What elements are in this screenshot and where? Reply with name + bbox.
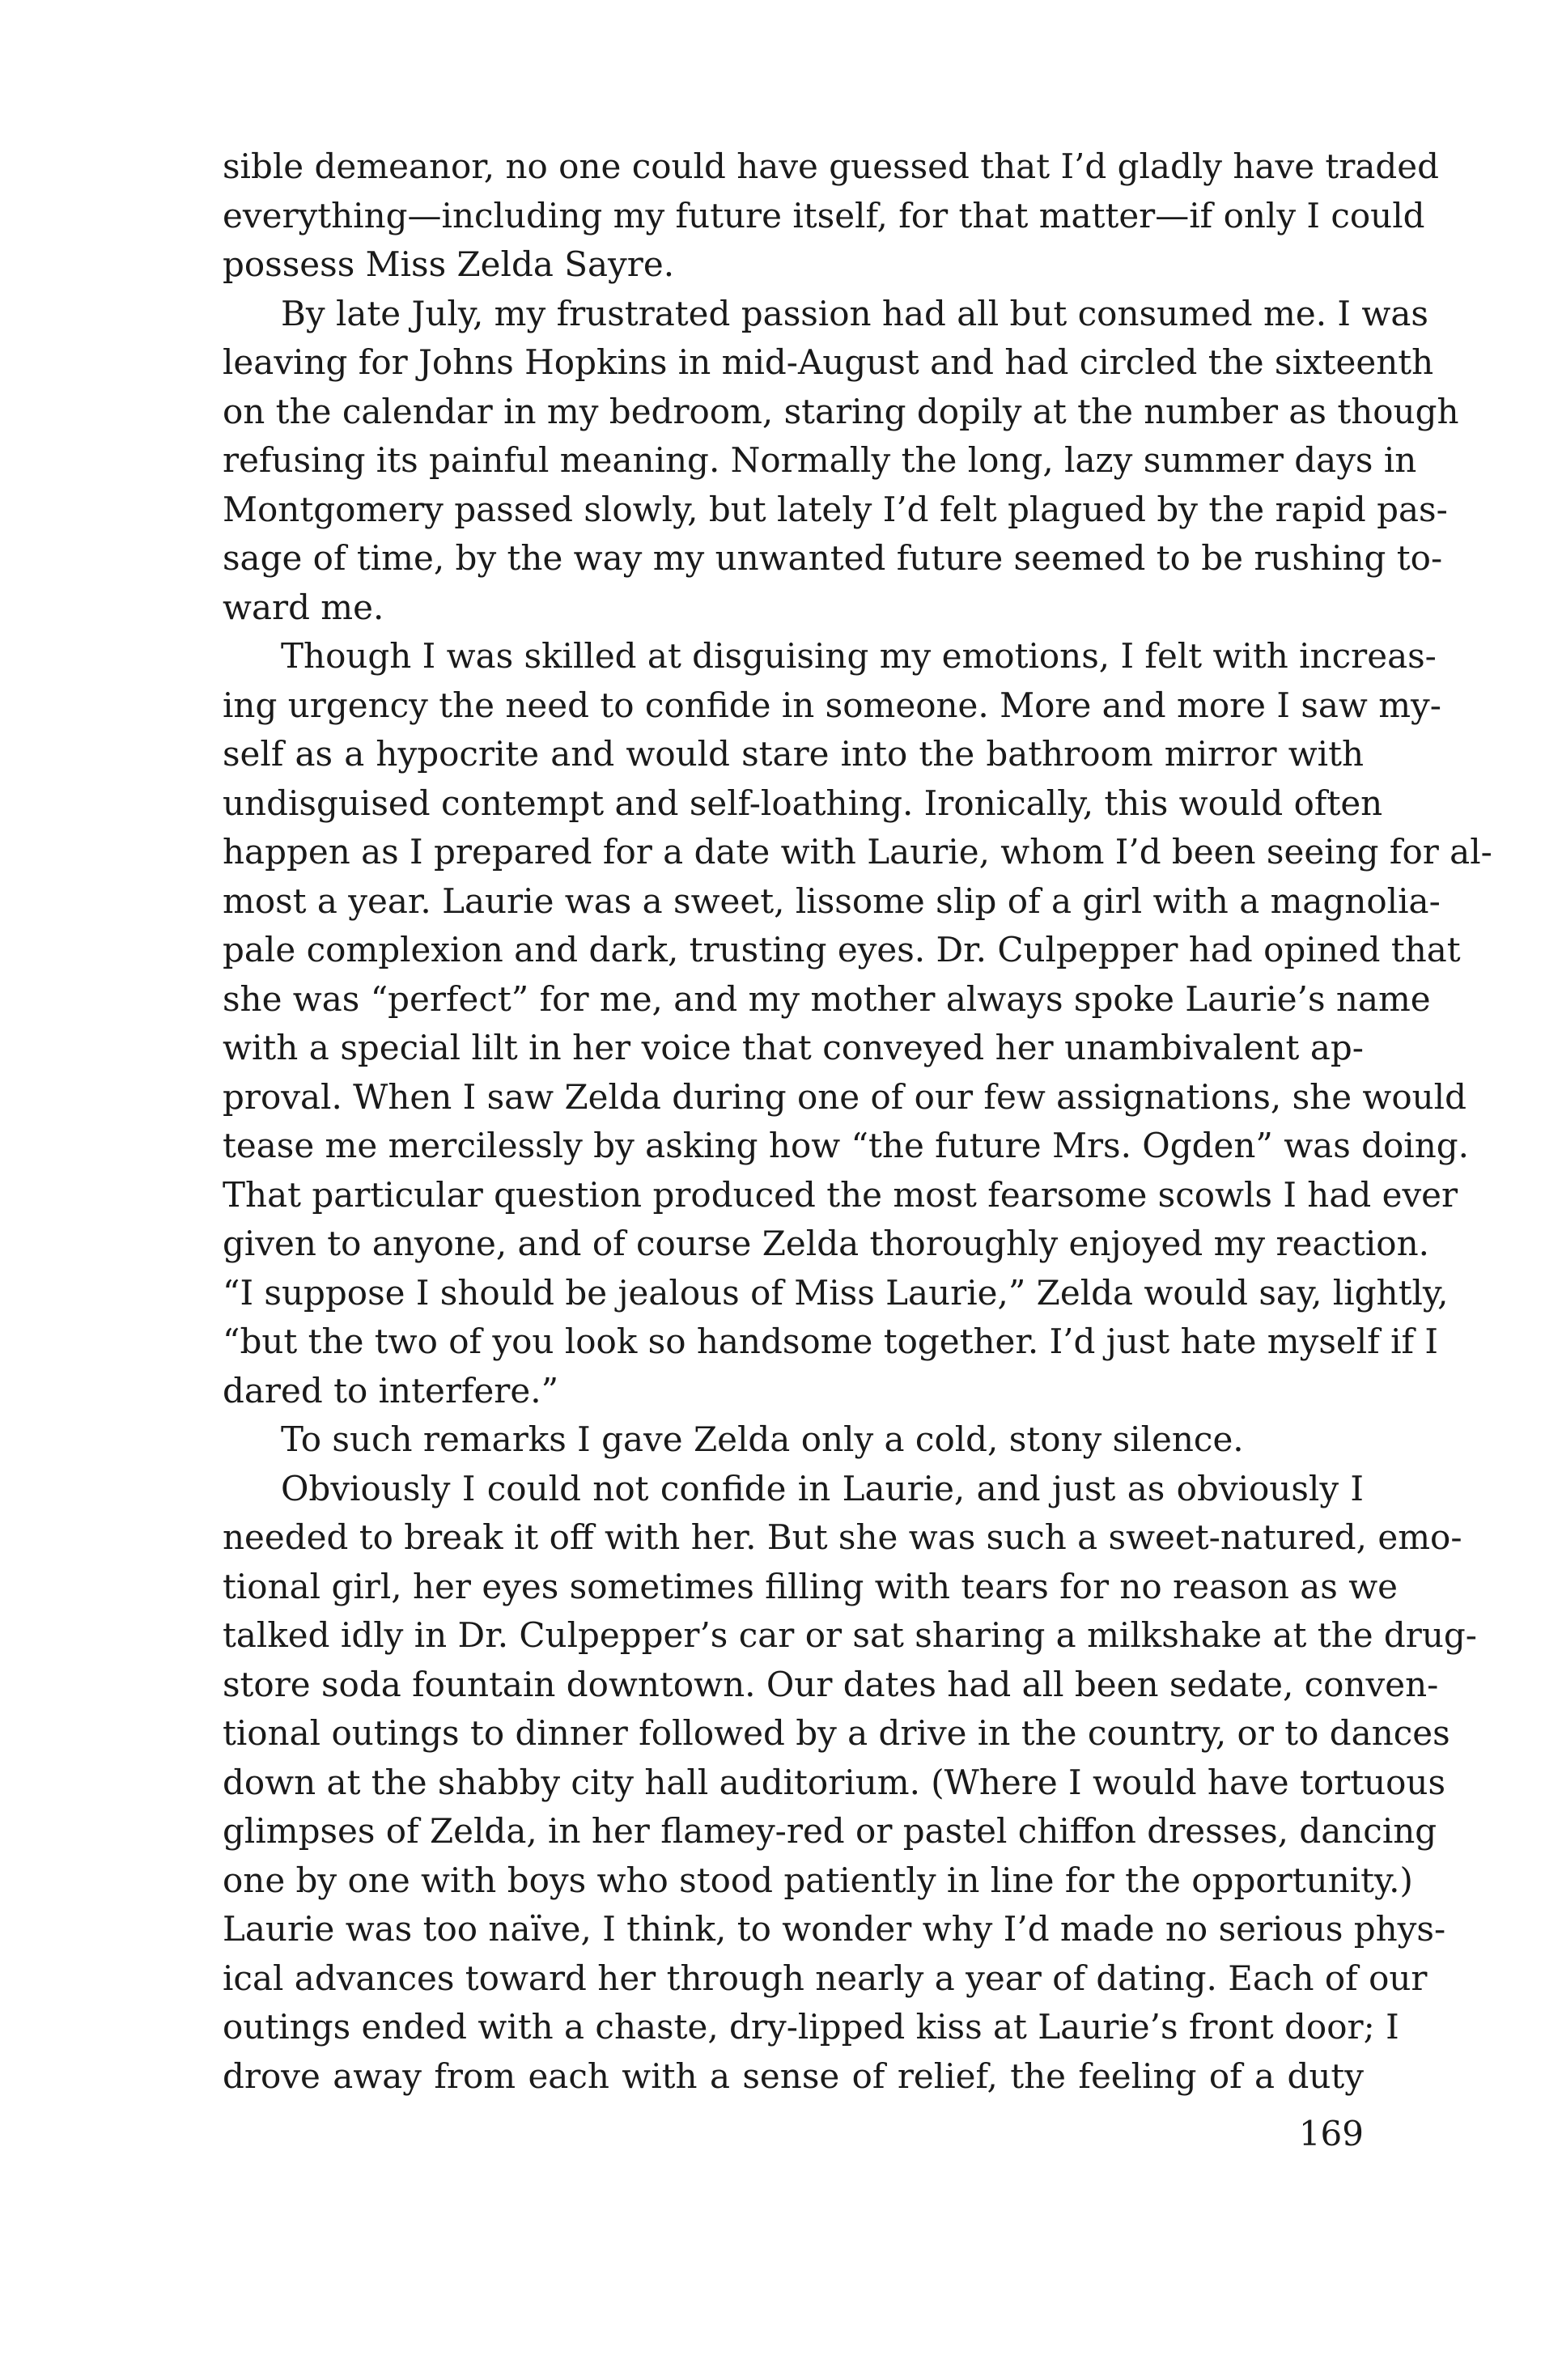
- text-line: refusing its painful meaning. Normally the long, lazy summer days in: [223, 440, 1417, 480]
- text-line: given to anyone, and of course Zelda thoroughly enjoyed my reaction.: [223, 1224, 1429, 1263]
- text-line: Montgomery passed slowly, but lately I’d felt plagued by the rapid pas-: [223, 489, 1448, 529]
- text-line: store soda fountain downtown. Our dates had all been sedate, conven-: [223, 1664, 1439, 1704]
- text-line: possess Miss Zelda Sayre.: [223, 244, 675, 284]
- text-line: proval. When I saw Zelda during one of our few assignations, she would: [223, 1076, 1466, 1117]
- text-line: To such remarks I gave Zelda only a cold, stony silence.: [281, 1419, 1244, 1459]
- text-line: with a special lilt in her voice that conveyed her unambivalent ap-: [223, 1028, 1364, 1067]
- text-line: drove away from each with a sense of relief, the feeling of a duty: [223, 2055, 1364, 2096]
- text-line: tional outings to dinner followed by a drive in the country, or to dances: [223, 1713, 1450, 1753]
- text-line: sible demeanor, no one could have guessed that I’d gladly have traded: [223, 146, 1440, 186]
- text-line: leaving for Johns Hopkins in mid-August and had circled the sixteenth: [223, 342, 1434, 382]
- text-line: undisguised contempt and self-loathing. Ironically, this would often: [223, 783, 1383, 823]
- text-line: talked idly in Dr. Culpepper’s car or sat sharing a milkshake at the drug-: [223, 1615, 1478, 1655]
- text-line: on the calendar in my bedroom, staring dopily at the number as though: [223, 391, 1459, 431]
- text-line: outings ended with a chaste, dry-lipped kiss at Laurie’s front door; I: [223, 2007, 1399, 2047]
- text-line: she was “perfect” for me, and my mother always spoke Laurie’s name: [223, 978, 1431, 1019]
- text-line: one by one with boys who stood patiently in line for the opportunity.): [223, 1860, 1413, 1900]
- text-line: most a year. Laurie was a sweet, lissome slip of a girl with a magnolia-: [223, 880, 1441, 921]
- text-line: By late July, my frustrated passion had all but consumed me. I was: [281, 293, 1428, 333]
- text-line: happen as I prepared for a date with Laurie, whom I’d been seeing for al-: [223, 832, 1492, 872]
- text-line: Though I was skilled at disguising my emotions, I felt with increas-: [281, 636, 1437, 676]
- text-line: glimpses of Zelda, in her flamey-red or pastel chiffon dresses, dancing: [223, 1811, 1437, 1851]
- text-line: Laurie was too naïve, I think, to wonder why I’d made no serious phys-: [223, 1909, 1446, 1949]
- text-line: down at the shabby city hall auditorium. (Where I would have tortuous: [223, 1762, 1446, 1802]
- text-line: self as a hypocrite and would stare into the bathroom mirror with: [223, 734, 1364, 774]
- page-number: 169: [1298, 2114, 1364, 2153]
- text-line: needed to break it off with her. But she was such a sweet-natured, emo-: [223, 1517, 1462, 1557]
- text-line: pale complexion and dark, trusting eyes. Dr. Culpepper had opined that: [223, 930, 1461, 969]
- text-line: ing urgency the need to confide in someone. More and more I saw my-: [223, 685, 1441, 725]
- text-line: “but the two of you look so handsome together. I’d just hate myself if I: [223, 1322, 1438, 1361]
- text-line: tease me mercilessly by asking how “the future Mrs. Ogden” was doing.: [223, 1126, 1470, 1165]
- text-line: dared to interfere.”: [223, 1370, 559, 1411]
- text-line: tional girl, her eyes sometimes filling with tears for no reason as we: [223, 1566, 1399, 1606]
- text-line: “I suppose I should be jealous of Miss Laurie,” Zelda would say, lightly,: [223, 1272, 1449, 1313]
- text-line: That particular question produced the most fearsome scowls I had ever: [223, 1174, 1458, 1215]
- text-line: Obviously I could not confide in Laurie, and just as obviously I: [281, 1468, 1364, 1508]
- text-line: ical advances toward her through nearly a year of dating. Each of our: [223, 1958, 1428, 1998]
- text-line: ward me.: [223, 587, 384, 627]
- text-line: everything—including my future itself, for that matter—if only I could: [223, 195, 1425, 235]
- text-line: sage of time, by the way my unwanted future seemed to be rushing to-: [223, 538, 1443, 578]
- body-text: [223, 142, 1492, 2101]
